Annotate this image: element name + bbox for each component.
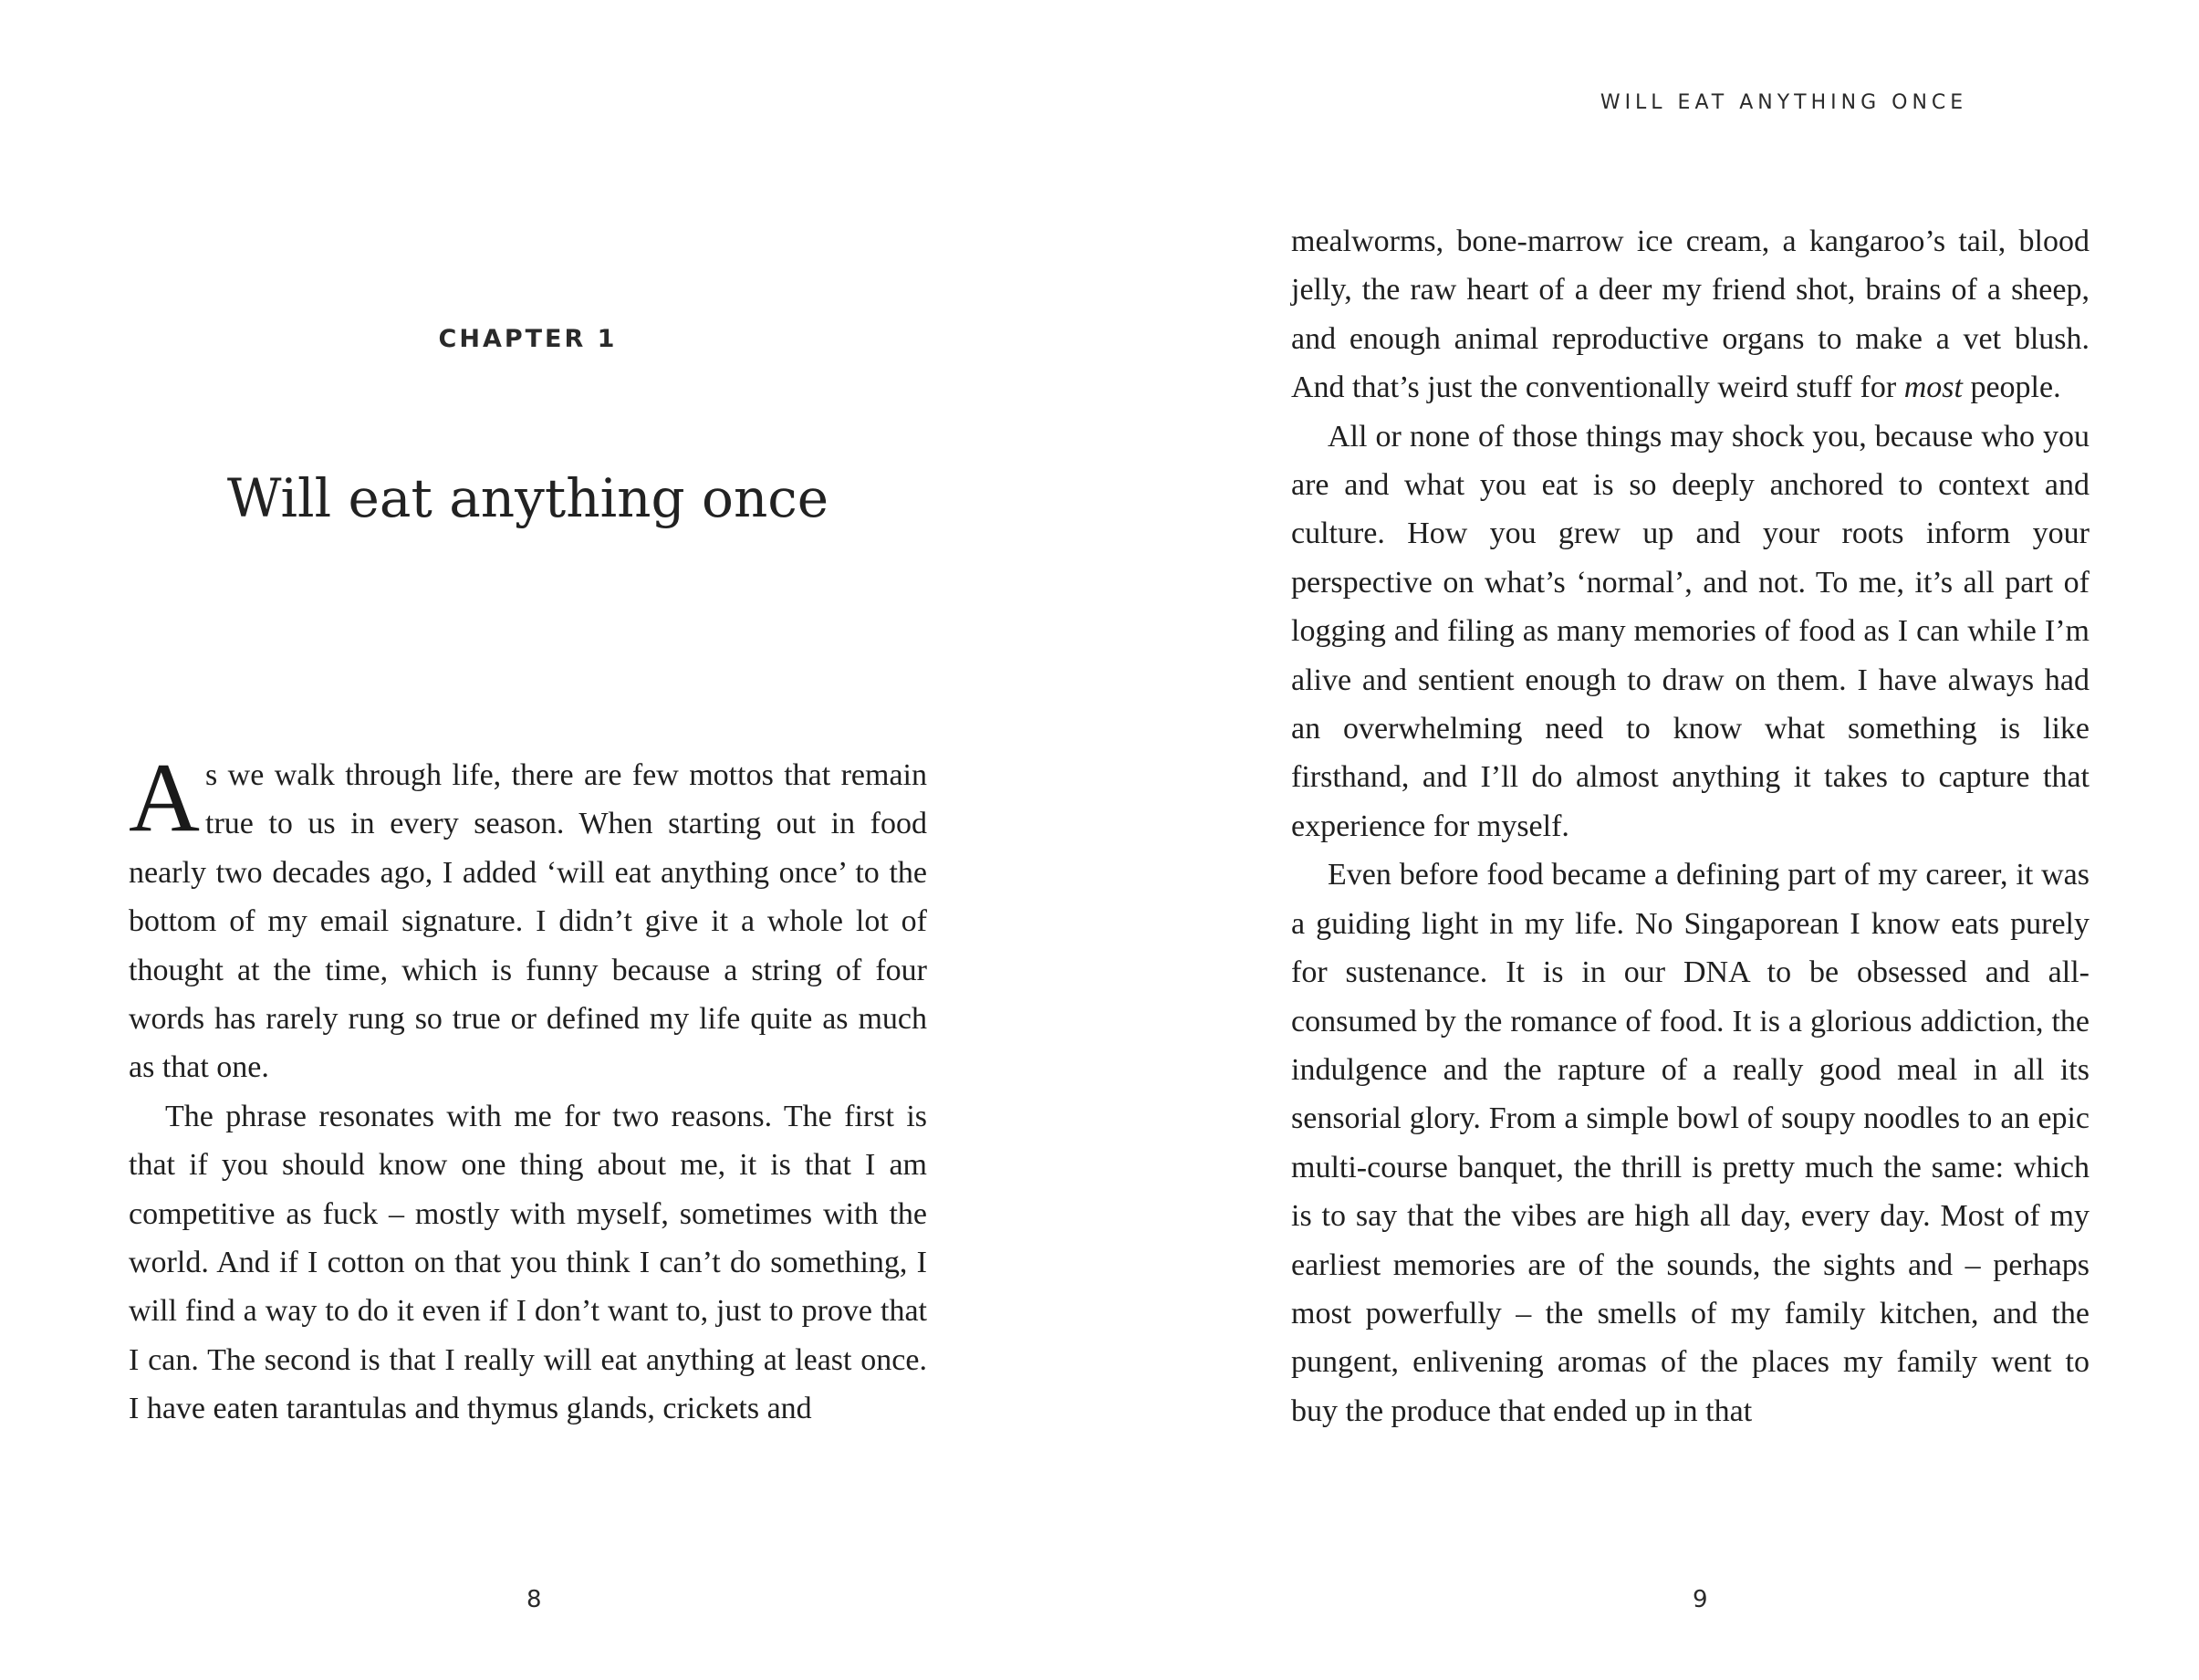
paragraph: All or none of those things may shock you, because who you are and what you eat is so deeply anchored to context and culture. How you grew up and your roots inform your perspective on what’s ‘normal’, and not. To me, it’s all part of logging and filing as many memories of food as I can while I’m alive and sentient enough to draw on them. I have always had an overwhelming need to know what something is like firsthand, and I’ll do almost anything it takes to capture that experience for myself. [1291, 419, 2090, 843]
paragraph-text: mealworms, bone-marrow ice cream, a kangaroo’s tail, blood jelly, the raw heart of a deer my friend shot, brains of a sheep, and enough animal reproductive organs to make a vet blush. And that’s just the conventionally weird stuff for [1291, 224, 2090, 405]
page-number: 9 [1693, 1586, 1708, 1613]
right-body-text [1291, 217, 2090, 1435]
paragraph: The phrase resonates with me for two reasons. The first is that if you should know one thing about me, it is that I am competitive as fuck – mostly with myself, sometimes with the world. And if I cotton on that you think I can’t do something, I will find a way to do it even if I don’t want to, just to prove that I can. The second is that I really will eat anything at least once. I have eaten tarantulas and thymus glands, crickets and [129, 1099, 927, 1426]
paragraph: Even before food became a defining part of my career, it was a guiding light in my life. No Singaporean I know eats purely for sustenance. It is in our DNA to be obsessed and all-consumed by the romance of food. It is a glorious addiction, the indulgence and the rapture of a really good meal in all its sensorial glory. From a simple bowl of soupy noodles to an epic multi-course banquet, the thrill is pretty much the same: which is to say that the vibes are high all day, every day. Most of my earliest memories are of the sounds, the sights and – perhaps most powerfully – the smells of my family kitchen, and the pungent, enlivening aromas of the places my family went to buy the produce that ended up in that [1291, 858, 2090, 1428]
left-body-text [129, 744, 927, 1434]
drop-cap: A [129, 744, 200, 852]
paragraph-text: people. [1970, 370, 2061, 405]
right-page [1100, 0, 2199, 1680]
running-head: WILL EAT ANYTHING ONCE [1600, 91, 1968, 114]
paragraph [1291, 217, 2090, 412]
chapter-title: Will eat anything once [226, 467, 829, 529]
emphasis: most [1903, 370, 1963, 405]
paragraph-text: s we walk through life, there are few mottos that remain true to us in every season. When starting out in food nearly two decades ago, I added ‘will eat anything once’ to the bottom of my email signature. I didn’t give it a whole lot of thought at the time, which is funny because a string of four words has rarely rung so true or defined my life quite as much as that one. [129, 758, 927, 1085]
paragraph [129, 744, 927, 1092]
page-number: 8 [526, 1586, 542, 1613]
chapter-label: CHAPTER 1 [438, 325, 618, 353]
